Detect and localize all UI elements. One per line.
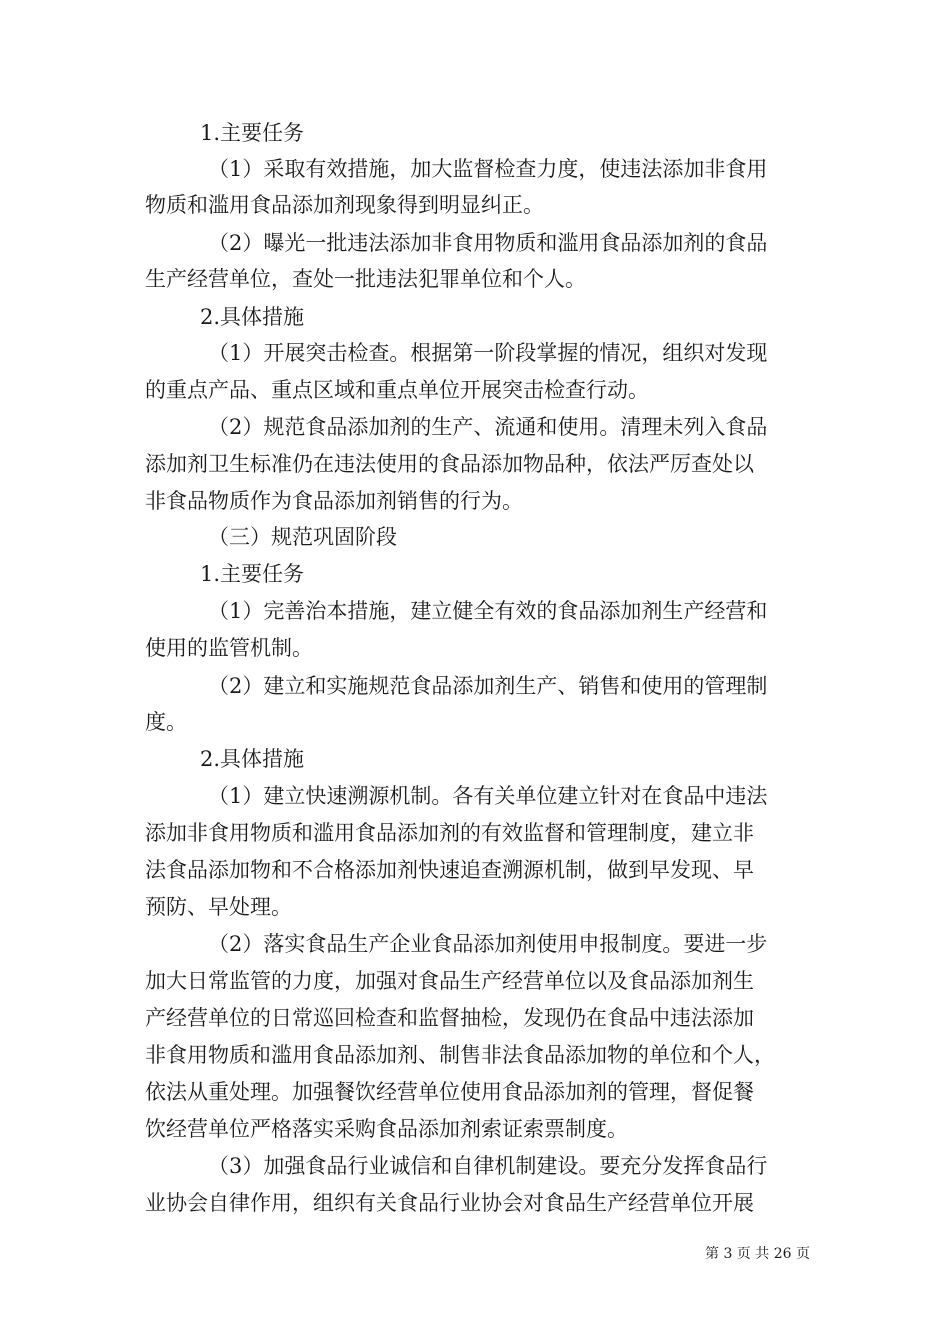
heading-main-tasks: 1.主要任务	[200, 121, 305, 145]
paragraph-line: （2）规范食品添加剂的生产、流通和使用。清理未列入食品	[208, 415, 768, 439]
paragraph-line: （1）完善治本措施，建立健全有效的食品添加剂生产经营和	[208, 599, 768, 623]
paragraph-line: （2）建立和实施规范食品添加剂生产、销售和使用的管理制	[208, 674, 768, 698]
paragraph-line: 的重点产品、重点区域和重点单位开展突击检查行动。	[145, 378, 649, 402]
heading-main-tasks: 1.主要任务	[200, 562, 305, 586]
heading-specific-measures: 2.具体措施	[200, 747, 305, 771]
page-number-footer: 第 3 页 共 26 页	[705, 1246, 810, 1262]
paragraph-line: 非食品物质作为食品添加剂销售的行为。	[145, 489, 523, 513]
paragraph-line: （1）采取有效措施，加大监督检查力度，使违法添加非食用	[208, 157, 768, 181]
paragraph-line: 生产经营单位，查处一批违法犯罪单位和个人。	[145, 267, 586, 291]
paragraph-line: 业协会自律作用，组织有关食品行业协会对食品生产经营单位开展	[145, 1191, 754, 1215]
paragraph-line: 使用的监管机制。	[145, 636, 313, 660]
paragraph-line: （1）建立快速溯源机制。各有关单位建立针对在食品中违法	[208, 784, 768, 808]
paragraph-line: 添加非食用物质和滥用食品添加剂的有效监督和管理制度，建立非	[145, 821, 754, 845]
section-heading-consolidation: （三）规范巩固阶段	[208, 525, 397, 549]
paragraph-line: 法食品添加物和不合格添加剂快速追查溯源机制，做到早发现、早	[145, 858, 754, 882]
paragraph-line: 非食用物质和滥用食品添加剂、制售非法食品添加物的单位和个人，	[145, 1043, 775, 1067]
paragraph-line: 预防、早处理。	[145, 895, 292, 919]
paragraph-line: （2）曝光一批违法添加非食用物质和滥用食品添加剂的食品	[208, 231, 768, 255]
paragraph-line: 加大日常监管的力度，加强对食品生产经营单位以及食品添加剂生	[145, 969, 754, 993]
paragraph-line: 产经营单位的日常巡回检查和监督抽检，发现仍在食品中违法添加	[145, 1006, 754, 1030]
paragraph-line: （2）落实食品生产企业食品添加剂使用申报制度。要进一步	[208, 932, 768, 956]
paragraph-line: 度。	[145, 710, 187, 734]
paragraph-line: （3）加强食品行业诚信和自律机制建设。要充分发挥食品行	[208, 1154, 768, 1178]
paragraph-line: 物质和滥用食品添加剂现象得到明显纠正。	[145, 193, 544, 217]
paragraph-line: 依法从重处理。加强餐饮经营单位使用食品添加剂的管理，督促餐	[145, 1080, 754, 1104]
paragraph-line: （1）开展突击检查。根据第一阶段掌握的情况，组织对发现	[208, 341, 768, 365]
paragraph-line: 饮经营单位严格落实采购食品添加剂索证索票制度。	[145, 1117, 628, 1141]
paragraph-line: 添加剂卫生标准仍在违法使用的食品添加物品种，依法严厉查处以	[145, 452, 754, 476]
heading-specific-measures: 2.具体措施	[200, 305, 305, 329]
